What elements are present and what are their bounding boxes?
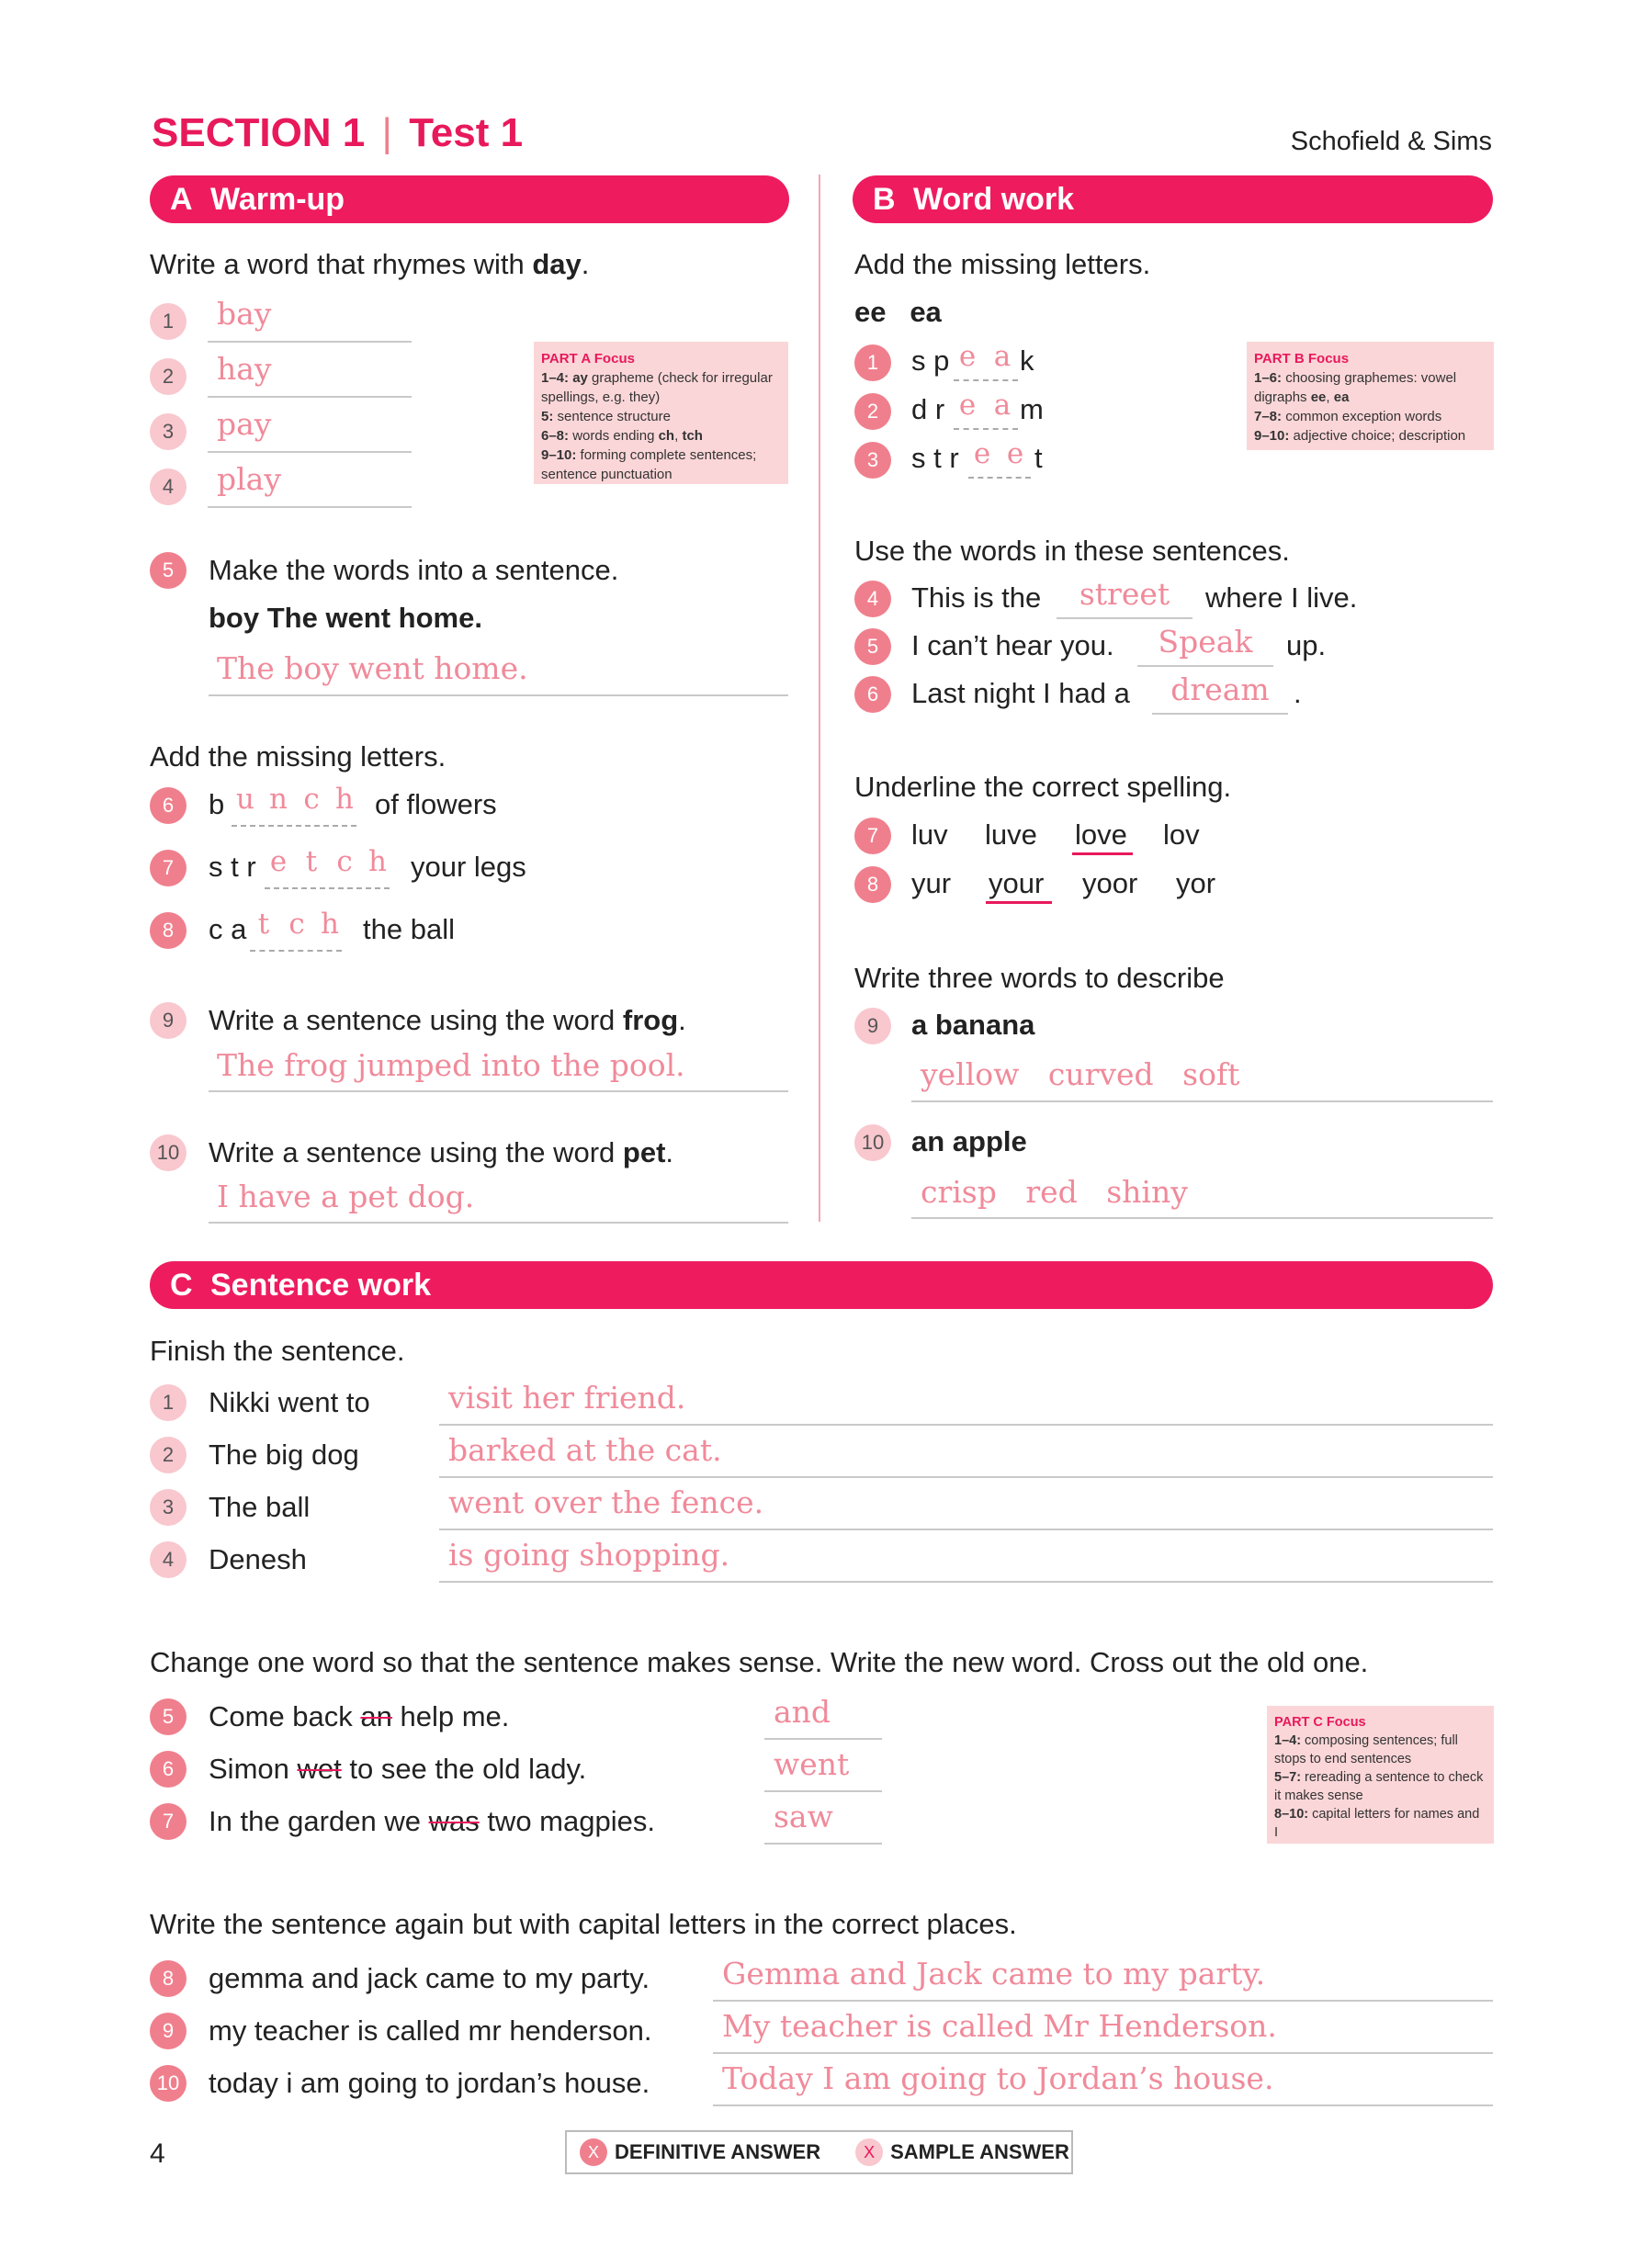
q6-post: . <box>1294 677 1302 709</box>
caps-answer: Gemma and Jack came to my party. <box>722 1956 1266 1992</box>
missing-letter: a <box>993 389 1012 422</box>
question-number: 10 <box>150 1134 187 1171</box>
spelling-option: yur <box>911 867 952 899</box>
change-sentence: In the garden we was two magpies. <box>209 1805 655 1837</box>
missing-letter: c <box>336 845 353 878</box>
part-b-q7-8-prompt: Underline the correct spelling. <box>854 771 1232 803</box>
q6-pre: Last night I had a <box>911 677 1130 709</box>
part-a-focus-box: PART A Focus 1–4: ay grapheme (check for irregular spellings, e.g. they) 5: sentence structure 6–8: words ending ch, tch 9–10: forming complete sentences; sentence punctuation <box>534 342 788 484</box>
finish-answer: visit her friend. <box>448 1380 686 1416</box>
answer-line <box>911 1217 1493 1219</box>
word-end: m <box>1020 393 1044 425</box>
part-b-q1-3-prompt: Add the missing letters. <box>854 248 1151 280</box>
q5-words: boy The went home. <box>209 602 482 634</box>
question-number: 5 <box>150 1698 187 1735</box>
answer-line <box>713 2104 1493 2106</box>
answer-line <box>209 1090 788 1092</box>
answer-line <box>439 1424 1493 1426</box>
answer-line <box>764 1843 882 1845</box>
missing-letter: e <box>958 340 977 373</box>
spelling-option: luve <box>985 818 1037 851</box>
letter-blanks <box>250 950 342 952</box>
change-sentence: Come back an help me. <box>209 1700 510 1732</box>
publisher: Schofield & Sims <box>1290 127 1492 156</box>
question-number: 4 <box>854 581 891 617</box>
caps-question: gemma and jack came to my party. <box>209 1962 650 1994</box>
q5-post: up. <box>1286 629 1327 661</box>
answer-line <box>1057 617 1193 619</box>
question-number: 8 <box>854 866 891 903</box>
answer-line <box>208 341 412 343</box>
underline-mark <box>986 901 1052 904</box>
finish-answer: is going shopping. <box>448 1537 730 1573</box>
part-a-header: A Warm-up <box>150 175 789 223</box>
q6-start: b <box>209 788 225 820</box>
change-answer: saw <box>774 1799 833 1834</box>
answer-line <box>208 451 412 453</box>
question-number: 2 <box>150 358 187 395</box>
missing-letter: t <box>257 908 270 941</box>
q10-label: an apple <box>911 1125 1027 1157</box>
question-number: 7 <box>150 850 187 886</box>
word-start: s p <box>911 344 950 377</box>
missing-letter: t <box>305 845 318 878</box>
question-number: 10 <box>854 1124 891 1161</box>
q10-prompt: Write a sentence using the word pet. <box>209 1136 674 1168</box>
q10-answer: I have a pet dog. <box>217 1179 475 1214</box>
word-end: t <box>1034 442 1043 474</box>
spelling-option-correct: love <box>1075 818 1127 851</box>
question-number: 9 <box>150 2013 187 2049</box>
question-number: 1 <box>150 1384 187 1421</box>
definitive-answer-icon: X <box>580 2138 607 2166</box>
q10-answer: crisp red shiny <box>921 1174 1188 1210</box>
missing-letter: e <box>958 389 977 422</box>
missing-letter: c <box>303 783 320 816</box>
q5-answer: Speak <box>1158 624 1253 660</box>
answer-line <box>713 2052 1493 2054</box>
spelling-option: yor <box>1176 867 1216 899</box>
spelling-option: lov <box>1163 818 1200 851</box>
q9-prompt: Write a sentence using the word frog. <box>209 1004 686 1036</box>
part-c-q5-7-prompt: Change one word so that the sentence makes sense. Write the new word. Cross out the old one. <box>150 1646 1369 1678</box>
answer-line <box>439 1581 1493 1583</box>
part-c-q8-10-prompt: Write the sentence again but with capital letters in the correct places. <box>150 1908 1017 1940</box>
q7-start: s t r <box>209 851 256 883</box>
letter-blanks <box>968 477 1031 479</box>
question-number: 1 <box>150 303 187 340</box>
q5-pre: I can’t hear you. <box>911 629 1114 661</box>
missing-letter: u <box>236 783 254 816</box>
q9-label: a banana <box>911 1009 1035 1041</box>
caps-answer: Today I am going to Jordan’s house. <box>722 2060 1274 2096</box>
finish-answer: went over the fence. <box>448 1484 764 1520</box>
answer-line <box>713 2000 1493 2002</box>
answer-line <box>764 1738 882 1740</box>
caps-answer: My teacher is called Mr Henderson. <box>722 2008 1277 2044</box>
question-number: 4 <box>150 1541 187 1578</box>
question-number: 9 <box>150 1002 187 1039</box>
underline-mark <box>1072 852 1133 855</box>
graphemes: ee ea <box>854 296 942 328</box>
question-number: 7 <box>150 1803 187 1840</box>
question-number: 8 <box>150 912 187 949</box>
caps-question: today i am going to jordan’s house. <box>209 2067 650 2099</box>
part-b-header: B Word work <box>853 175 1493 223</box>
word-end: k <box>1020 344 1034 377</box>
missing-letter: e <box>1006 437 1024 470</box>
missing-letter: h <box>335 783 354 816</box>
letter-blanks <box>954 428 1018 430</box>
answer-line <box>764 1790 882 1792</box>
q6-answer: dream <box>1170 671 1270 707</box>
letter-blanks <box>265 887 390 889</box>
answer-line <box>208 506 412 508</box>
part-b-focus-box: PART B Focus 1–6: choosing graphemes: vowel digraphs ee, ea 7–8: common exception words 9–10: adjective choice; description <box>1247 342 1494 450</box>
sample-answer-icon: X <box>855 2138 883 2166</box>
q9-answer: The frog jumped into the pool. <box>217 1047 685 1083</box>
word-start: s t r <box>911 442 959 474</box>
finish-stem: Nikki went to <box>209 1386 370 1418</box>
spelling-option: yoor <box>1082 867 1138 899</box>
question-number: 9 <box>854 1008 891 1044</box>
q6-end: of flowers <box>375 788 497 820</box>
missing-letter: n <box>269 783 288 816</box>
part-a-q1-4-prompt: Write a word that rhymes with day. <box>150 248 590 280</box>
question-number: 8 <box>150 1960 187 1997</box>
answer-rhyme-2: hay <box>217 351 272 387</box>
word-start: d r <box>911 393 945 425</box>
answer-rhyme-1: bay <box>217 296 272 332</box>
letter-blanks <box>232 825 356 827</box>
missing-letter: c <box>288 908 305 941</box>
question-number: 2 <box>150 1437 187 1473</box>
q5-answer: The boy went home. <box>217 650 528 686</box>
finish-stem: The big dog <box>209 1439 359 1471</box>
q8-end: the ball <box>363 913 455 945</box>
missing-letter: e <box>269 845 288 878</box>
question-number: 6 <box>150 1751 187 1788</box>
spelling-option: luv <box>911 818 948 851</box>
answer-line <box>439 1476 1493 1478</box>
q4-answer: street <box>1079 576 1170 612</box>
caps-question: my teacher is called mr henderson. <box>209 2014 652 2047</box>
question-number: 5 <box>854 628 891 665</box>
part-c-q1-4-prompt: Finish the sentence. <box>150 1335 405 1367</box>
question-number: 4 <box>150 468 187 505</box>
change-answer: went <box>774 1746 850 1782</box>
answer-key: X DEFINITIVE ANSWER X SAMPLE ANSWER <box>565 2130 1073 2174</box>
question-number: 6 <box>150 787 187 824</box>
missing-letter: h <box>321 908 339 941</box>
question-number: 2 <box>854 393 891 430</box>
answer-line <box>209 694 788 696</box>
question-number: 3 <box>150 413 187 450</box>
part-c-header: C Sentence work <box>150 1261 1493 1309</box>
q4-pre: This is the <box>911 581 1042 614</box>
finish-stem: Denesh <box>209 1543 307 1575</box>
question-number: 3 <box>150 1489 187 1526</box>
column-divider <box>819 175 820 1222</box>
letter-blanks <box>954 379 1018 381</box>
question-number: 7 <box>854 818 891 854</box>
missing-letter: a <box>993 340 1012 373</box>
missing-letter: e <box>973 437 991 470</box>
q8-start: c a <box>209 913 247 945</box>
question-number: 3 <box>854 442 891 479</box>
spelling-option-correct: your <box>989 867 1045 899</box>
part-c-focus-box: PART C Focus 1–4: composing sentences; full stops to end sentences 5–7: rereading a sentence to check it makes sense 8–10: capital letters for names and I <box>1267 1706 1494 1844</box>
answer-line <box>1137 665 1273 667</box>
change-sentence: Simon wet to see the old lady. <box>209 1753 587 1785</box>
q5-prompt: Make the words into a sentence. <box>209 554 619 586</box>
q4-post: where I live. <box>1205 581 1358 614</box>
crossed-word: wet <box>297 1753 342 1785</box>
answer-line <box>1152 713 1288 715</box>
part-b-q9-10-prompt: Write three words to describe <box>854 962 1225 994</box>
answer-line <box>208 396 412 398</box>
answer-line <box>439 1529 1493 1530</box>
answer-line <box>911 1100 1493 1102</box>
crossed-word: was <box>428 1805 480 1837</box>
section-title: SECTION 1 | Test 1 <box>152 110 524 155</box>
question-number: 5 <box>150 552 187 589</box>
question-number: 10 <box>150 2065 187 2102</box>
q7-end: your legs <box>411 851 526 883</box>
crossed-word: an <box>360 1700 392 1732</box>
change-answer: and <box>774 1694 831 1730</box>
answer-line <box>209 1222 788 1224</box>
q6-8-prompt: Add the missing letters. <box>150 740 446 773</box>
question-number: 6 <box>854 676 891 713</box>
part-b-q4-6-prompt: Use the words in these sentences. <box>854 535 1290 567</box>
finish-stem: The ball <box>209 1491 311 1523</box>
finish-answer: barked at the cat. <box>448 1432 722 1468</box>
answer-rhyme-4: play <box>217 461 281 497</box>
question-number: 1 <box>854 344 891 381</box>
q9-answer: yellow curved soft <box>921 1056 1240 1092</box>
answer-rhyme-3: pay <box>217 406 272 442</box>
missing-letter: h <box>368 845 387 878</box>
page-number: 4 <box>150 2138 165 2169</box>
